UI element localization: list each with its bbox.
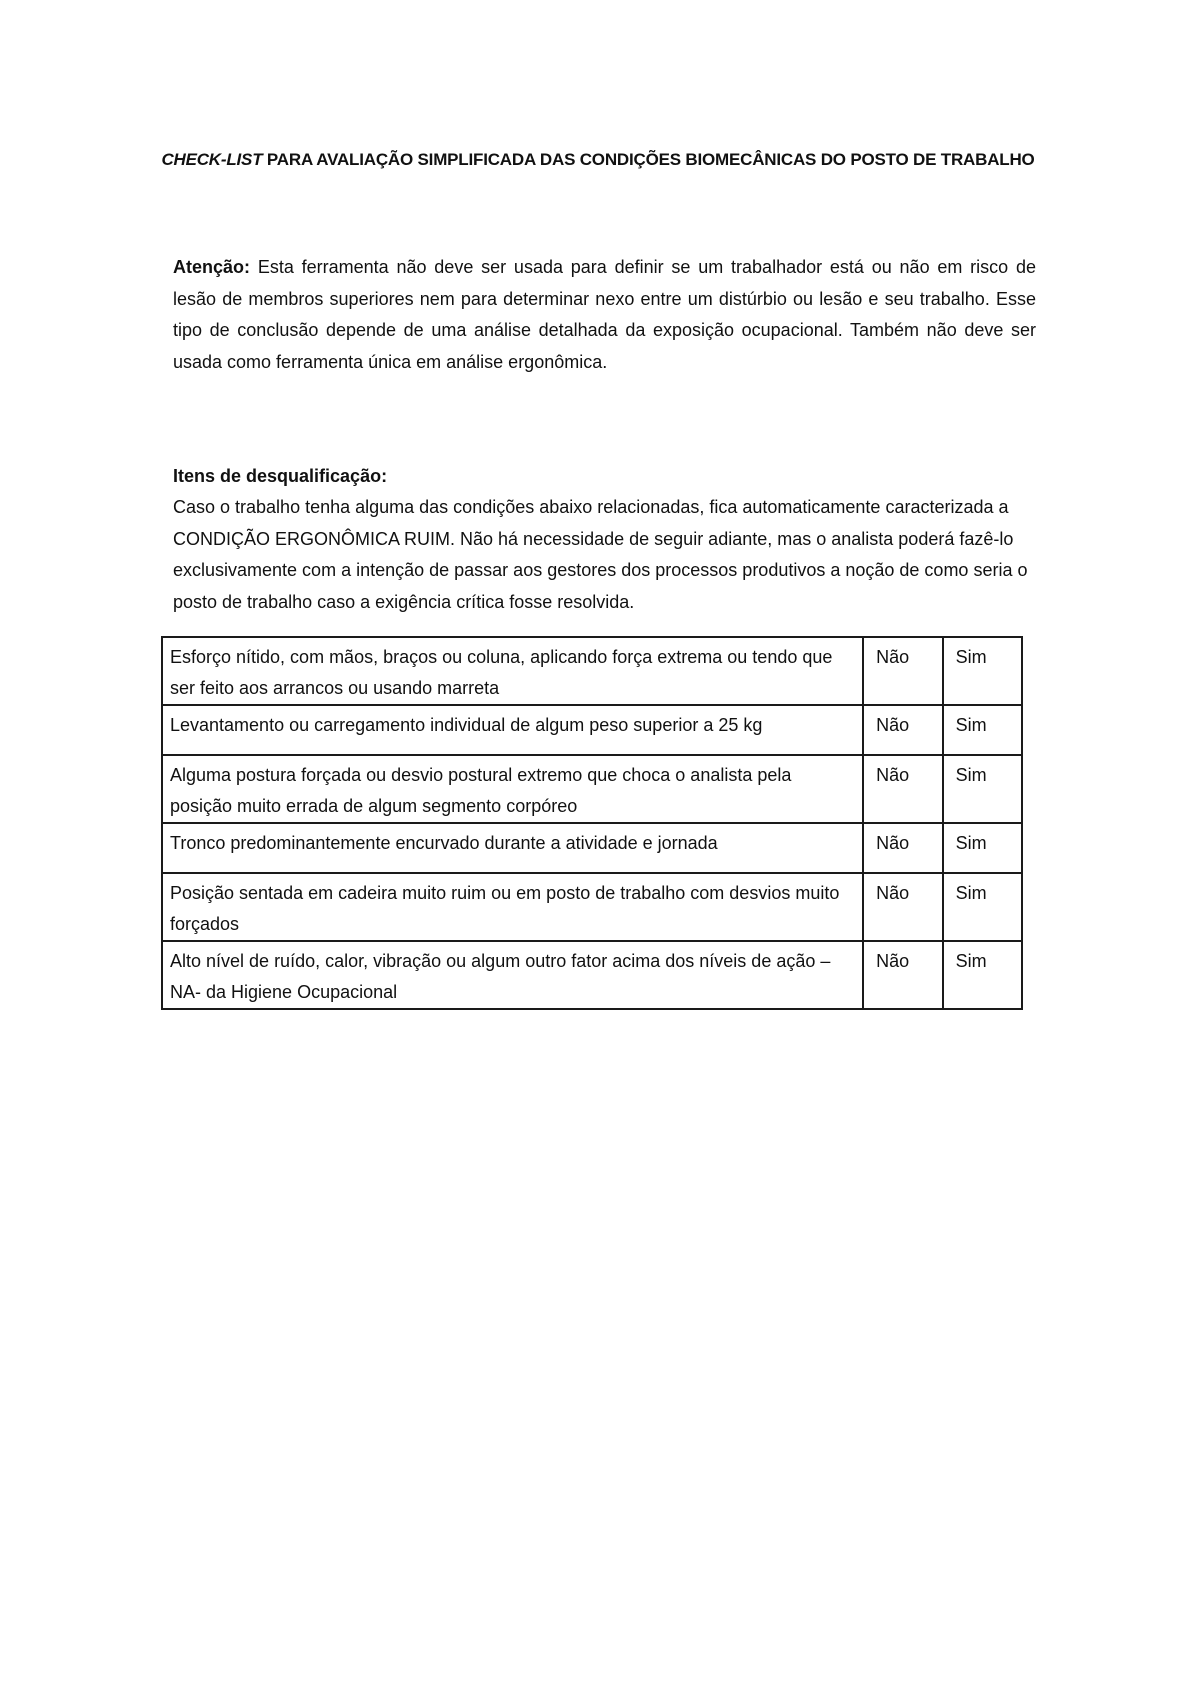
option-no[interactable]: Não [863, 873, 942, 941]
disqualification-table [161, 636, 1023, 1010]
option-no[interactable]: Não [863, 705, 942, 755]
row-item-text: Esforço nítido, com mãos, braços ou coluna, aplicando força extrema ou tendo que ser feito aos arrancos ou usando marreta [162, 637, 863, 705]
title-main-part: PARA AVALIAÇÃO SIMPLIFICADA DAS CONDIÇÕES BIOMECÂNICAS DO POSTO DE TRABALHO [262, 150, 1035, 169]
option-yes[interactable]: Sim [943, 705, 1022, 755]
attention-label: Atenção: [173, 257, 251, 277]
attention-paragraph [173, 252, 1036, 378]
option-yes[interactable]: Sim [943, 755, 1022, 823]
option-yes[interactable]: Sim [943, 941, 1022, 1009]
table-row [162, 755, 1022, 823]
table-row [162, 705, 1022, 755]
attention-text: Esta ferramenta não deve ser usada para definir se um trabalhador está ou não em risco de lesão de membros superiores nem para determinar nexo entre um distúrbio ou lesão e seu trabalho. Esse tipo de conclusão depende de uma análise detalhada da exposição ocupacional. Também não deve ser usada como ferramenta única em análise ergonômica. [173, 257, 1036, 372]
option-no[interactable]: Não [863, 637, 942, 705]
disqualification-heading: Itens de desqualificação: [173, 466, 388, 486]
document-title [160, 144, 1036, 175]
option-no[interactable]: Não [863, 823, 942, 873]
row-item-text: Posição sentada em cadeira muito ruim ou em posto de trabalho com desvios muito forçados [162, 873, 863, 941]
option-no[interactable]: Não [863, 941, 942, 1009]
table-row [162, 873, 1022, 941]
row-item-text: Alto nível de ruído, calor, vibração ou algum outro fator acima dos níveis de ação –NA- da Higiene Ocupacional [162, 941, 863, 1009]
option-yes[interactable]: Sim [943, 637, 1022, 705]
option-yes[interactable]: Sim [943, 823, 1022, 873]
row-item-text: Alguma postura forçada ou desvio postural extremo que choca o analista pela posição muito errada de algum segmento corpóreo [162, 755, 863, 823]
title-italic-part: CHECK-LIST [161, 150, 263, 169]
row-item-text: Tronco predominantemente encurvado durante a atividade e jornada [162, 823, 863, 873]
row-item-text: Levantamento ou carregamento individual de algum peso superior a 25 kg [162, 705, 863, 755]
disqualification-paragraph: Caso o trabalho tenha alguma das condições abaixo relacionadas, fica automaticamente caracterizada a CONDIÇÃO ERGONÔMICA RUIM. Não há necessidade de seguir adiante, mas o analista poderá fazê-lo exclusivamente com a intenção de passar aos gestores dos processos produtivos a noção de como seria o posto de trabalho caso a exigência crítica fosse resolvida. [173, 497, 1028, 612]
option-no[interactable]: Não [863, 755, 942, 823]
table-row [162, 941, 1022, 1009]
option-yes[interactable]: Sim [943, 873, 1022, 941]
table-row [162, 637, 1022, 705]
table-row [162, 823, 1022, 873]
